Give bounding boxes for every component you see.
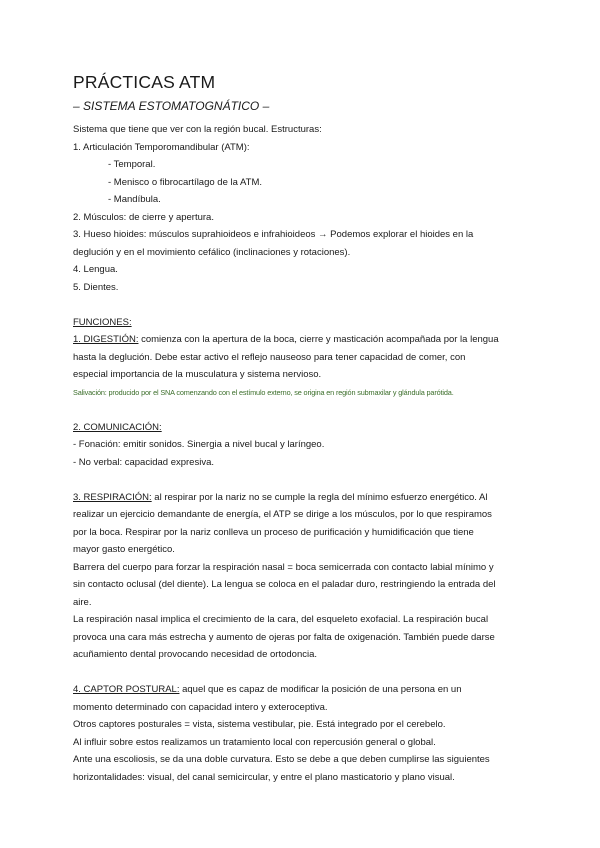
respiracion-line: acuñamiento dental provocando necesidad de ortodoncia. bbox=[73, 649, 318, 660]
digestion-line: hasta la deglución. Debe estar activo el reflejo nauseoso para tener capacidad de comer, con bbox=[73, 351, 466, 363]
document-body bbox=[73, 121, 533, 786]
digestion-label: 1. DIGESTIÓN: bbox=[73, 334, 139, 345]
digestion-text: comienza con la apertura de la boca, cierre y masticación acompañada por la lengua bbox=[138, 334, 499, 345]
intro-line: Sistema que tiene que ver con la región bucal. Estructuras: bbox=[73, 124, 322, 135]
list-item-dientes: 5. Dientes. bbox=[73, 281, 119, 293]
list-item-musculos: 2. Músculos: de cierre y apertura. bbox=[73, 211, 214, 223]
respiracion-line: mayor gasto energético. bbox=[73, 544, 175, 555]
respiracion-line: sin contacto oclusal (del diente). La lengua se coloca en el paladar duro, restringiendo la entrada del bbox=[73, 579, 496, 590]
respiracion-label: 3. RESPIRACIÓN: bbox=[73, 491, 152, 503]
sub-item-mandibula: - Mandíbula. bbox=[108, 194, 161, 205]
digestion-line bbox=[73, 331, 533, 349]
respiracion-line: provoca una cara más estrecha y aumento de ojeras por falta de oxigenación. También puede darse bbox=[73, 631, 495, 643]
captor-line: Al influir sobre estos realizamos un tratamiento local con repercusión general o global. bbox=[73, 736, 436, 748]
digestion-line: especial importancia de la musculatura y sistema nervioso. bbox=[73, 369, 322, 380]
comunicacion-line: - No verbal: capacidad expresiva. bbox=[73, 456, 214, 468]
captor-line: horizontalidades: visual, del canal semicircular, y entre el plano masticatorio y plano visual. bbox=[73, 771, 455, 783]
sub-item-menisco: - Menisco o fibrocartílago de la ATM. bbox=[108, 176, 262, 188]
respiracion-line: Barrera del cuerpo para forzar la respiración nasal = boca semicerrada con contacto labial mínimo y bbox=[73, 561, 494, 573]
captor-line: momento determinado con capacidad intero y exteroceptiva. bbox=[73, 701, 328, 713]
respiracion-line: realizar un ejercicio demandante de energía, el ATP se dirige a los músculos, por lo que respiramos bbox=[73, 509, 492, 520]
page-title: PRÁCTICAS ATM bbox=[73, 72, 216, 92]
captor-line: Otros captores posturales = vista, sistema vestibular, pie. Está integrado por el cerebelo. bbox=[73, 719, 446, 730]
captor-line: Ante una escoliosis, se da una doble curvatura. Esto se debe a que deben cumplirse las siguientes bbox=[73, 754, 490, 765]
sub-item-temporal: - Temporal. bbox=[108, 159, 156, 170]
comunicacion-line: - Fonación: emitir sonidos. Sinergia a nivel bucal y laríngeo. bbox=[73, 439, 325, 450]
respiracion-line: La respiración nasal implica el crecimiento de la cara, del esqueleto exofacial. La respiración bucal bbox=[73, 614, 489, 625]
page-subtitle: – SISTEMA ESTOMATOGNÁTICO – bbox=[73, 99, 270, 113]
respiracion-line bbox=[73, 489, 533, 507]
captor-label: 4. CAPTOR POSTURAL: bbox=[73, 684, 180, 695]
list-item-atm: 1. Articulación Temporomandibular (ATM): bbox=[73, 141, 250, 153]
respiracion-line: aire. bbox=[73, 596, 92, 608]
comunicacion-label: 2. COMUNICACIÓN: bbox=[73, 421, 162, 433]
funciones-heading: FUNCIONES: bbox=[73, 316, 132, 328]
respiracion-line: por la boca. Respirar por la nariz conlleva un proceso de purificación y humidificación que tiene bbox=[73, 526, 474, 538]
salivacion-note: Salivación: producido por el SNA comenzando con el estímulo externo, se origina en región submaxilar y glándula parótida. bbox=[73, 387, 454, 397]
list-item-lengua: 4. Lengua. bbox=[73, 264, 118, 275]
list-item-hioides-cont: deglución y en el movimiento cefálico (inclinaciones y rotaciones). bbox=[73, 246, 351, 258]
list-item-hioides: 3. Hueso hioides: músculos suprahioideos e infrahioideos → Podemos explorar el hioides en la bbox=[73, 229, 474, 240]
captor-text: aquel que es capaz de modificar la posición de una persona en un bbox=[179, 684, 462, 695]
captor-line bbox=[73, 681, 533, 699]
respiracion-text: al respirar por la nariz no se cumple la regla del mínimo esfuerzo energético. Al bbox=[151, 491, 488, 503]
